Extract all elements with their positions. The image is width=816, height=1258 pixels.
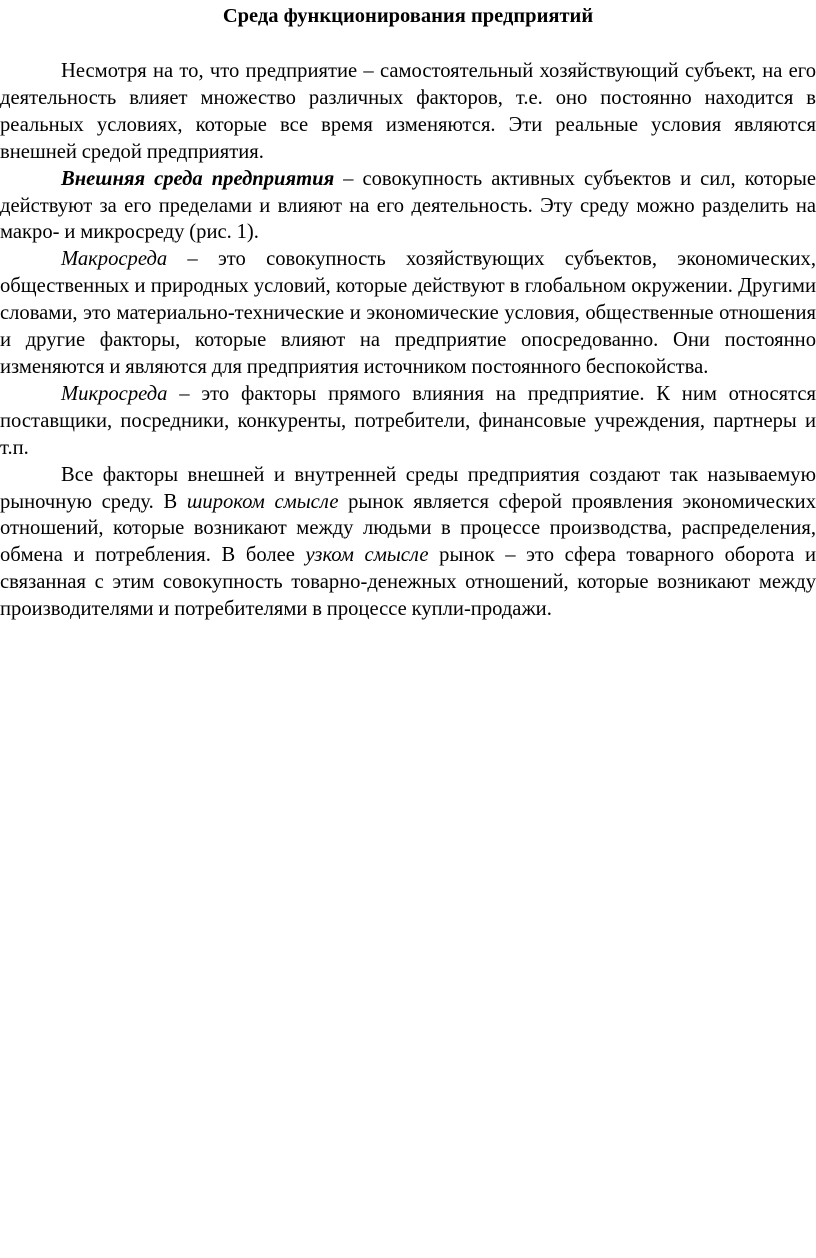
document-body: [0, 58, 816, 623]
paragraph-microenvironment: [0, 381, 816, 462]
paragraph-text: – совокупность активных субъектов и сил, которые действуют за его пределами и влияют на его деятельность. Эту среду можно разделить на макро- и микросреду (рис. 1).: [0, 167, 816, 244]
term-narrow-sense: узком смысле: [305, 544, 429, 567]
term-macroenvironment: Макросреда: [61, 248, 168, 271]
document-title: Среда функционирования предприятий: [222, 5, 594, 27]
term-microenvironment: Микросреда: [61, 382, 168, 405]
paragraph-text: – это совокупность хозяйствующих субъектов, экономических, общественных и природных условий, которые действуют в глобальном окружении. Другими словами, это материально-технические и экономические условия, общественные отношения и другие факторы, которые влияют на предприятие опосредованно. Они постоянно изменяются и являются для предприятия источником постоянного беспокойства.: [0, 248, 816, 378]
paragraph-external-environment: [0, 166, 816, 247]
paragraph-market: [0, 462, 816, 623]
paragraph-text: рынок – это сфера товарного оборота и связанная с этим совокупность товарно-денежных отношений, которые возникают между производителями и потребителями в процессе купли-продажи.: [0, 544, 816, 621]
paragraph-text: Несмотря на то, что предприятие – самостоятельный хозяйствующий субъект, на его деятельность влияет множество различных факторов, т.е. оно постоянно находится в реальных условиях, которые все время изменяются. Эти реальные условия являются внешней средой предприятия.: [0, 60, 816, 163]
paragraph-text: Все факторы внешней и внутренней среды предприятия создают так называемую рыночную среду. В: [0, 463, 816, 513]
term-external-environment: Внешняя среда предприятия: [61, 167, 335, 190]
paragraph-text: – это факторы прямого влияния на предприятие. К ним относятся поставщики, посредники, конкуренты, потребители, финансовые учреждения, партнеры и т.п.: [0, 382, 816, 459]
term-broad-sense: широком смысле: [186, 490, 339, 513]
paragraph-macroenvironment: [0, 246, 816, 381]
paragraph-text: рынок является сферой проявления экономических отношений, которые возникают между людьми в процессе производства, распределения, обмена и потребления. В более: [0, 490, 816, 567]
paragraph-intro: [0, 58, 816, 166]
